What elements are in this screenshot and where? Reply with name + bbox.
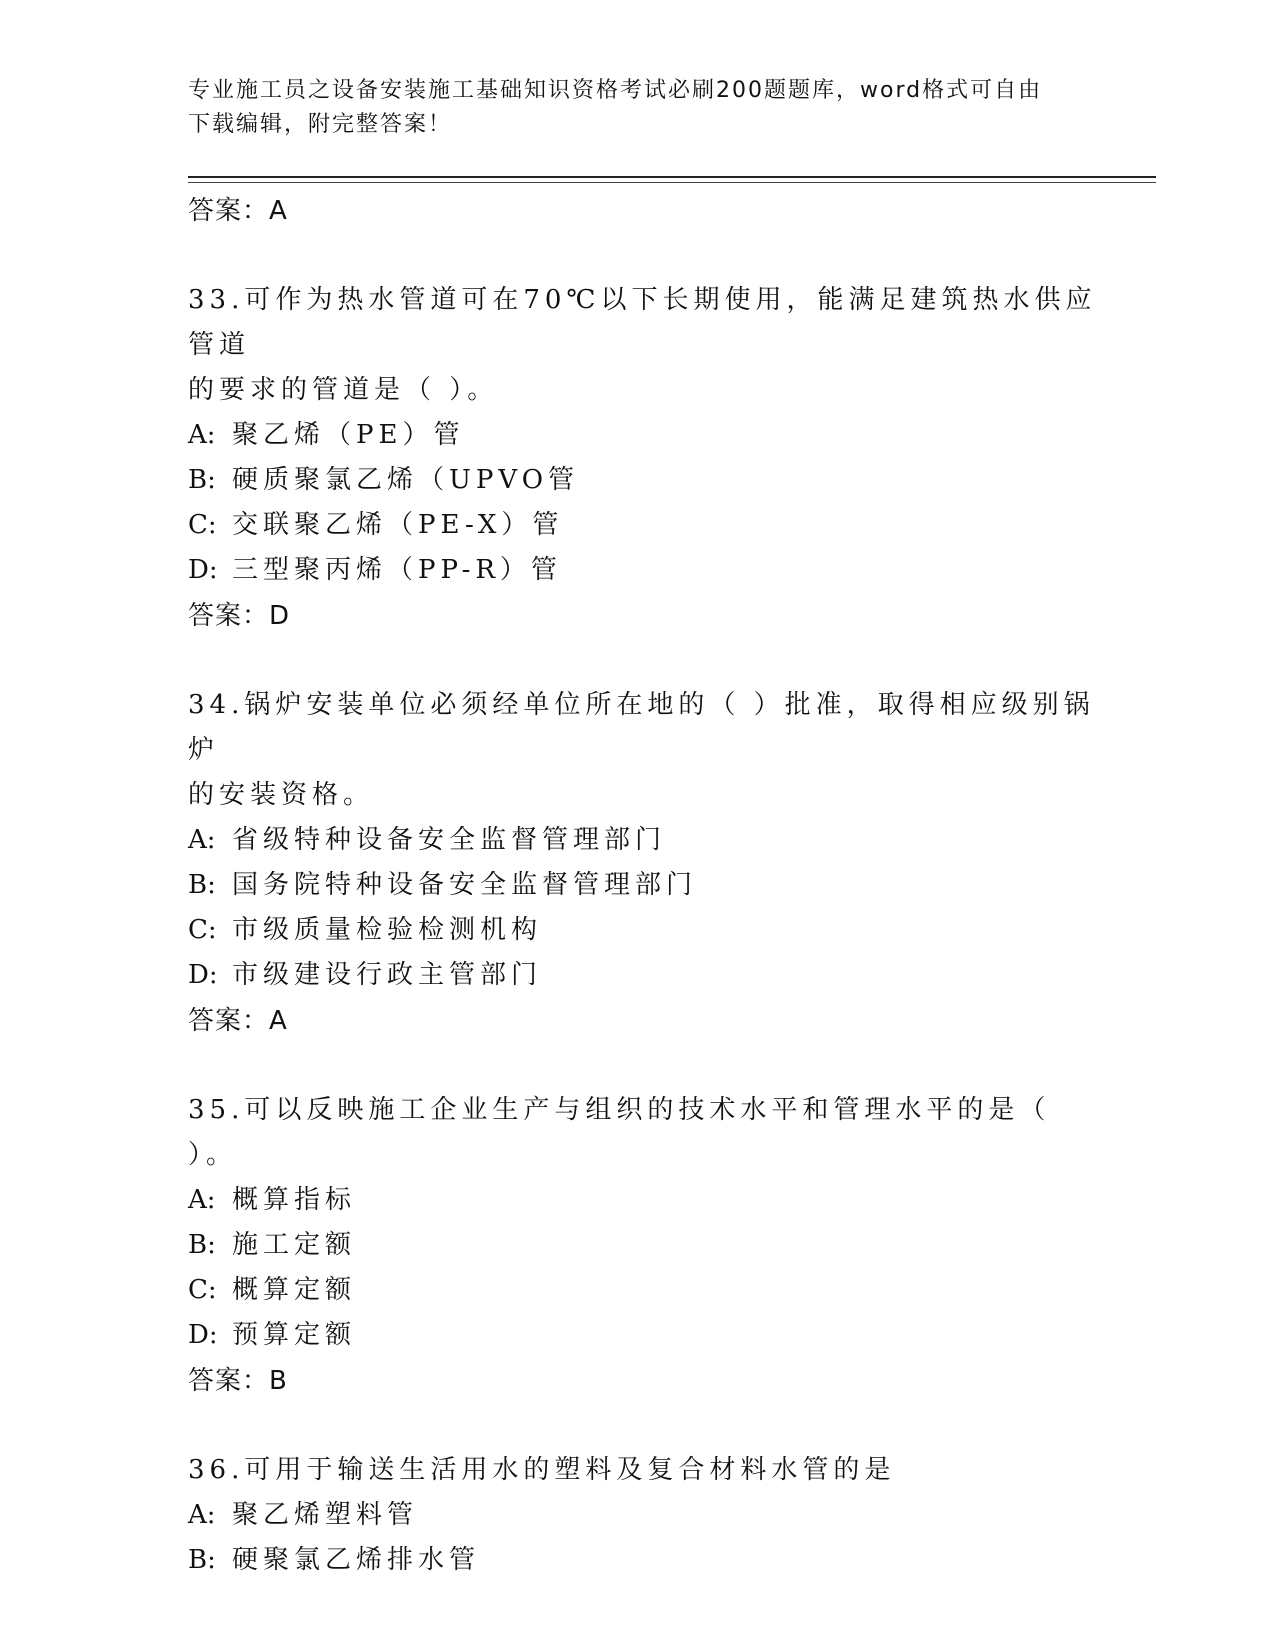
option-text: 三型聚丙烯（PP-R）管: [232, 555, 562, 585]
option-a: [188, 413, 1108, 458]
option-key: C:: [188, 1275, 217, 1305]
stem-line-1: 33.可作为热水管道可在70℃以下长期使用，能满足建筑热水供应管道: [188, 285, 1097, 360]
option-key: C:: [188, 915, 217, 945]
question-36: [188, 1448, 1108, 1583]
option-key: A:: [188, 1500, 216, 1530]
answer-35: 答案：B: [188, 1366, 288, 1396]
option-d: [188, 953, 1108, 998]
option-c: [188, 1268, 1108, 1313]
stem-line-2: 的安装资格。: [188, 780, 375, 810]
option-text: 硬质聚氯乙烯（UPVO管: [232, 465, 580, 495]
option-b: [188, 1223, 1108, 1268]
option-key: D:: [188, 555, 218, 585]
question-stem: [188, 1088, 1108, 1178]
option-text: 概算定额: [232, 1275, 357, 1305]
option-key: B:: [188, 1545, 216, 1575]
option-a: [188, 1493, 1108, 1538]
option-key: B:: [188, 870, 216, 900]
answer-34: 答案：A: [188, 1006, 288, 1036]
option-text: 交联聚乙烯（PE-X）管: [232, 510, 564, 540]
option-key: B:: [188, 1230, 216, 1260]
stem-line-1: 35.可以反映施工企业生产与组织的技术水平和管理水平的是（ ）。: [188, 1095, 1051, 1170]
option-b: [188, 458, 1108, 503]
option-key: A:: [188, 1185, 216, 1215]
option-key: B:: [188, 465, 216, 495]
option-d: [188, 1313, 1108, 1358]
option-text: 省级特种设备安全监督管理部门: [232, 825, 667, 855]
option-text: 概算指标: [232, 1185, 357, 1215]
answer-33: 答案：D: [188, 601, 291, 631]
option-key: A:: [188, 420, 216, 450]
stem-line-2: 的要求的管道是（ ）。: [188, 375, 499, 405]
header-line-2: 下载编辑，附完整答案！: [188, 112, 453, 137]
question-34: [188, 683, 1108, 1044]
document-header: [188, 74, 1068, 142]
question-stem: [188, 1448, 1108, 1493]
option-key: C:: [188, 510, 217, 540]
header-rule-thick: [188, 176, 1156, 178]
option-text: 市级质量检验检测机构: [232, 915, 543, 945]
question-stem: [188, 278, 1108, 413]
option-a: [188, 818, 1108, 863]
option-key: D:: [188, 960, 218, 990]
question-35: [188, 1088, 1108, 1404]
answer-32: 答案：A: [188, 196, 288, 226]
header-rule-thin: [188, 182, 1156, 183]
option-text: 硬聚氯乙烯排水管: [232, 1545, 481, 1575]
question-list: [188, 188, 1108, 1583]
option-b: [188, 863, 1108, 908]
option-key: D:: [188, 1320, 218, 1350]
option-c: [188, 503, 1108, 548]
stem-line-1: 34.锅炉安装单位必须经单位所在地的（ ）批准，取得相应级别锅炉: [188, 690, 1095, 765]
question-33: [188, 278, 1108, 639]
header-line-1: 专业施工员之设备安装施工基础知识资格考试必刷200题题库，word格式可自由: [188, 78, 1043, 103]
option-c: [188, 908, 1108, 953]
option-text: 聚乙烯（PE）管: [232, 420, 465, 450]
option-a: [188, 1178, 1108, 1223]
question-stem: [188, 683, 1108, 818]
option-d: [188, 548, 1108, 593]
option-text: 施工定额: [232, 1230, 357, 1260]
option-text: 国务院特种设备安全监督管理部门: [232, 870, 698, 900]
option-key: A:: [188, 825, 216, 855]
stem-line-1: 36.可用于输送生活用水的塑料及复合材料水管的是: [188, 1455, 896, 1485]
option-text: 市级建设行政主管部门: [232, 960, 543, 990]
option-b: [188, 1538, 1108, 1583]
option-text: 预算定额: [232, 1320, 357, 1350]
option-text: 聚乙烯塑料管: [232, 1500, 419, 1530]
